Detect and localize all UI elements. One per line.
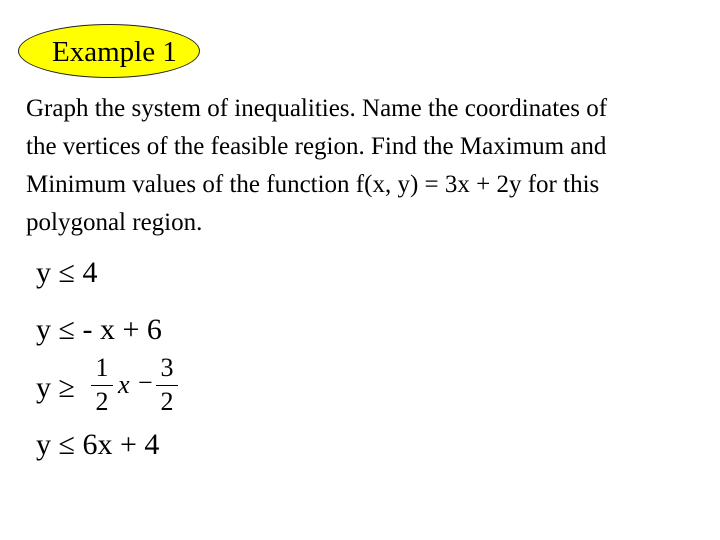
fraction-denominator: 2: [95, 387, 109, 416]
fraction-denominator: 2: [160, 387, 174, 416]
inequality-1: y ≤ 4: [36, 256, 98, 289]
inequality-2: y ≤ - x + 6: [36, 313, 162, 346]
problem-line: polygonal region.: [26, 209, 203, 236]
fraction-bar: [91, 385, 113, 386]
problem-line: Graph the system of inequalities. Name the coordinates of: [26, 95, 608, 122]
minus-operator: −: [138, 368, 153, 397]
fraction-bar: [156, 385, 178, 386]
inequality-4: y ≤ 6x + 4: [36, 428, 160, 461]
problem-line: the vertices of the feasible region. Find the Maximum and: [26, 133, 607, 160]
fraction-numerator: 3: [160, 353, 174, 382]
fraction-numerator: 1: [95, 353, 109, 382]
inequality-3-lhs: y ≥: [36, 371, 75, 404]
fraction-variable: x: [118, 370, 130, 399]
problem-statement: [26, 90, 716, 242]
example-title: Example 1: [52, 36, 177, 68]
problem-line: Minimum values of the function f(x, y) = 3x + 2y for this: [26, 171, 600, 198]
